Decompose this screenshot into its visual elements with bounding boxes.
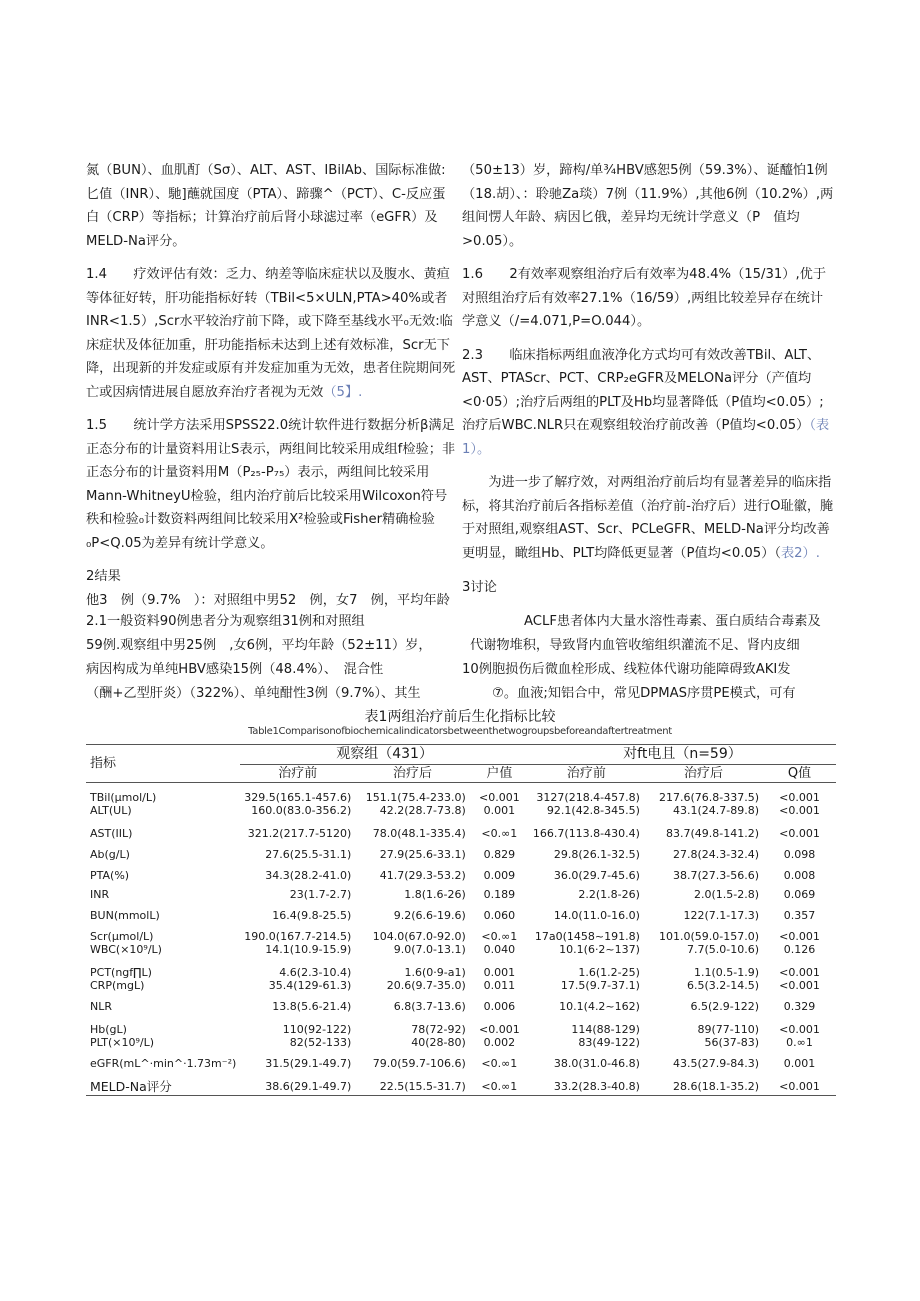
cell-obs-before: 23(1.7-2.7) [289, 888, 352, 901]
table-caption-cn: 表1两组治疗前后生化指标比较 [364, 709, 556, 725]
cell-obs-before: 190.0(167.7-214.5) [244, 930, 352, 943]
column-header-ctl-after: 治疗后 [683, 766, 723, 781]
table-row [86, 1070, 836, 1096]
cell-obs-after: 42.2(28.7-73.8) [379, 804, 466, 817]
cell-indicator: MELD-Na评分 [90, 1079, 172, 1094]
cell-ctl-after: 6.5(3.2-14.5) [686, 979, 759, 992]
right-column [462, 159, 834, 565]
cell-obs-p: 0.189 [483, 888, 516, 901]
cell-indicator: Scr(μmol∕L) [90, 930, 154, 943]
paragraph-baseline-comparison: （50±13）岁，蹄构/单¾HBV感恕5例（59.3%）、诞醯怕1例（18.胡）、：聆驰Za琰）7例（11.9%）,其他6例（10.2%）,两组间愣人年龄、病因匕俄，差异均无统计学意义（P 值均>0.05）。 [462, 163, 834, 249]
cell-ctl-p: <0.001 [779, 979, 820, 992]
cell-ctl-before: 10.1(6·2~137) [559, 943, 640, 956]
cell-obs-before: 4.6(2.3-10.4) [279, 966, 352, 979]
cell-obs-p: 0.001 [483, 804, 516, 817]
cell-obs-p: <0.∞1 [481, 827, 518, 840]
lower-left-line: 2.1一般资料90例患者分为观察组31例和对照组 [86, 614, 365, 629]
column-header-ctl-before: 治疗前 [566, 766, 606, 781]
cell-obs-p: 0.060 [483, 909, 516, 922]
cell-obs-before: 34.3(28.2-41.0) [265, 869, 352, 882]
cell-indicator: ALT(UL) [90, 804, 132, 817]
column-header-obs-before: 治疗前 [278, 766, 318, 781]
cell-ctl-p: 0.069 [783, 888, 816, 901]
cell-ctl-after: 6.5(2.9-122) [690, 1000, 759, 1013]
lower-right-column [462, 610, 840, 706]
cell-indicator: CRP(mgL) [90, 979, 145, 992]
table-1-biochemical [86, 744, 836, 1096]
table-row [86, 943, 836, 956]
table-body [86, 783, 836, 1096]
citation-table-2[interactable]: 表2）. [780, 545, 820, 561]
cell-obs-after: 41.7(29.3-53.2) [379, 869, 466, 882]
cell-ctl-after: 89(77-110) [697, 1023, 759, 1036]
cell-obs-p: 0.009 [483, 869, 516, 882]
cell-indicator: Hb(gL) [90, 1023, 127, 1036]
section-heading-discussion: 3讨论 [462, 580, 497, 595]
table-row [86, 979, 836, 992]
cell-indicator: eGFR(mL^·min^·1.73m⁻²) [90, 1057, 237, 1070]
cell-ctl-before: 33.2(28.3-40.8) [553, 1080, 640, 1093]
cell-ctl-after: 38.7(27.3-56.6) [672, 869, 759, 882]
cell-ctl-before: 17.5(9.7-37.1) [560, 979, 640, 992]
cell-ctl-p: <0.001 [779, 791, 820, 804]
cell-obs-before: 13.8(5.6-21.4) [272, 1000, 352, 1013]
cell-obs-after: 1.8(1.6-26) [404, 888, 466, 901]
cell-ctl-before: 92.1(42.8-345.5) [546, 804, 640, 817]
lower-left-line: 病因构成为单纯HBV感染15例（48.4%）、 混合性 [86, 662, 384, 677]
citation-ref-5[interactable]: （5】. [323, 384, 363, 400]
cell-indicator: INR [90, 888, 110, 901]
cell-ctl-before: 114(88-129) [571, 1023, 640, 1036]
paragraph-1-5-statistics: 1.5 统计学方法采用SPSS22.0统计软件进行数据分析β满足正态分布的计量资料用让S表示，两组间比较采用成组f检验；非正态分布的计量资料用M（P₂₅-P₇₅）表示，两组间比较采用Mann-WhitneyU检验，组内治疗前后比较采用Wilcoxon符号秩和检验₀计数资料两组间比较采用X²检验或Fisher精确检验₀P<Q.05为差异有统计学意义。 [86, 418, 456, 551]
cell-obs-before: 329.5(165.1-457.6) [244, 791, 352, 804]
cell-ctl-before: 17a0(1458~191.8) [534, 930, 640, 943]
cell-obs-after: 1.6(0·9-a1) [404, 966, 466, 979]
citation-table-1[interactable]: （表1）。 [462, 418, 830, 457]
cell-ctl-after: 7.7(5.0-10.6) [686, 943, 759, 956]
cell-obs-after: 9.0(7.0-13.1) [393, 943, 466, 956]
cell-ctl-p: 0.001 [783, 1057, 816, 1070]
table-row [86, 817, 836, 840]
cell-obs-after: 9.2(6.6-19.6) [393, 909, 466, 922]
paragraph-difference-analysis [462, 471, 834, 565]
cell-ctl-before: 38.0(31.0-46.8) [553, 1057, 640, 1070]
cell-obs-before: 160.0(83.0-356.2) [251, 804, 352, 817]
cell-ctl-p: <0.001 [779, 804, 820, 817]
paragraph-lab-indicators: 氮（BUN）、血肌酊（Sσ）、ALT、AST、IBilAb、国际标准做:匕值（INR）、馳]蘸就国度（PTA）、蹄骤^（PCT）、C-反应蛋白（CRP）等指标；计算治疗前后肾小球滤过率（eGFR）及MELD-Na评分。 [86, 163, 446, 249]
cell-ctl-after: 28.6(18.1-35.2) [672, 1080, 759, 1093]
table-row [86, 1013, 836, 1036]
cell-ctl-p: 0.008 [783, 869, 816, 882]
cell-obs-after: 104.0(67.0-92.0) [372, 930, 466, 943]
cell-ctl-after: 43.5(27.9-84.3) [672, 1057, 759, 1070]
cell-obs-after: 20.6(9.7-35.0) [386, 979, 466, 992]
column-group-control: 对ft电且（n=59） [529, 745, 836, 765]
cell-obs-p: <0.∞1 [481, 930, 518, 943]
cell-ctl-before: 14.0(11.0-16.0) [553, 909, 640, 922]
cell-obs-p: 0.002 [483, 1036, 516, 1049]
cell-ctl-p: 0.∞1 [786, 1036, 813, 1049]
lower-left-line: （酬+乙型肝炎）（322%）、单纯酣性3例（9.7%）、其生 [86, 686, 421, 701]
cell-ctl-before: 36.0(29.7-45.6) [553, 869, 640, 882]
cell-obs-p: <0.001 [478, 791, 520, 804]
cell-indicator: PTA(%) [90, 869, 130, 882]
column-header-ctl-p: Q值 [787, 766, 812, 781]
cell-ctl-after: 43.1(24.7-89.8) [672, 804, 759, 817]
cell-ctl-p: 0.126 [783, 943, 816, 956]
cell-ctl-before: 29.8(26.1-32.5) [553, 848, 640, 861]
cell-ctl-after: 2.0(1.5-2.8) [693, 888, 759, 901]
cell-indicator: BUN(mmolL) [90, 909, 160, 922]
table-row [86, 922, 836, 943]
paragraph-1-4-efficacy [86, 263, 458, 404]
cell-obs-after: 22.5(15.5-31.7) [379, 1080, 466, 1093]
column-group-observation: 观察组（431） [240, 745, 529, 765]
cell-indicator: PLT(×10⁹∕L) [90, 1036, 155, 1049]
cell-indicator: TBil(μmol∕L) [90, 791, 157, 804]
table-row [86, 1049, 836, 1070]
cell-obs-before: 38.6(29.1-49.7) [265, 1080, 352, 1093]
cell-ctl-before: 83(49-122) [578, 1036, 640, 1049]
lower-right-line: 10例胞损伤后微血栓形成、线粒体代谢功能障碍致AKI发 [462, 662, 791, 677]
cell-obs-before: 321.2(217.7-5120) [247, 827, 352, 840]
paragraph-2-3-clinical-indicators [462, 344, 834, 462]
cell-ctl-p: <0.001 [779, 966, 820, 979]
table-row [86, 783, 836, 805]
column-header-obs-after: 治疗后 [393, 766, 433, 781]
cell-ctl-p: <0.001 [779, 1023, 820, 1036]
table-row [86, 861, 836, 882]
section-heading-results: 2结果 [86, 569, 121, 584]
table-row [86, 804, 836, 817]
cell-obs-before: 14.1(10.9-15.9) [265, 943, 352, 956]
table-row [86, 992, 836, 1013]
cell-obs-before: 35.4(129-61.3) [268, 979, 352, 992]
cell-obs-p: 0.006 [483, 1000, 516, 1013]
cell-obs-before: 31.5(29.1-49.7) [265, 1057, 352, 1070]
table-row [86, 882, 836, 901]
cell-obs-p: <0.∞1 [481, 1057, 518, 1070]
cell-ctl-p: <0.001 [779, 1080, 820, 1093]
column-header-indicator: 指标 [86, 745, 240, 783]
cell-indicator: AST(IIL) [90, 827, 133, 840]
cell-obs-after: 151.1(75.4-233.0) [365, 791, 466, 804]
cell-ctl-p: 0.098 [783, 848, 816, 861]
cell-ctl-after: 101.0(59.0-157.0) [658, 930, 759, 943]
table-caption-en: Table1Comparisonofbiochemicalindicatorsbetweenthetwogroupsbeforeandaftertreatment [248, 726, 672, 737]
cell-indicator: WBC(×10⁹∕L) [90, 943, 162, 956]
cell-obs-after: 78.0(48.1-335.4) [372, 827, 466, 840]
lower-right-line: ACLF患者体内大量水溶性毒素、蛋白质结合毒素及 [524, 614, 821, 629]
cell-ctl-after: 27.8(24.3-32.4) [672, 848, 759, 861]
cell-obs-before: 27.6(25.5-31.1) [265, 848, 352, 861]
cell-ctl-before: 10.1(4.2~162) [559, 1000, 640, 1013]
cell-obs-after: 79.0(59.7-106.6) [372, 1057, 466, 1070]
lower-right-line: ⑦。血液;知铝合中，常见DPMAS序贯PE模式，可有 [492, 686, 796, 701]
lower-right-line: 代谢物堆积，导致肾内血管收缩组织灌流不足、肾内皮细 [470, 638, 800, 653]
cell-obs-p: <0.∞1 [481, 1080, 518, 1093]
paragraph-difference-text: 为进一步了解疗效，对两组治疗前后均有显著差异的临床指标，将其治疗前后各指标差值（治疗前-治疗后）进行O耻徽，腌于对照组,观察组AST、Scr、PCLeGFR、MELD-Na评分均改善更明显，瞰组Hb、PLT均降低更显著（P值均<0.05）（ [462, 475, 834, 561]
cell-obs-p: 0.829 [483, 848, 516, 861]
cell-ctl-after: 217.6(76.8-337.5) [658, 791, 759, 804]
cell-obs-after: 6.8(3.7-13.6) [393, 1000, 466, 1013]
cell-obs-after: 27.9(25.6-33.1) [379, 848, 466, 861]
cell-ctl-p: 0.329 [783, 1000, 816, 1013]
table-row [86, 1036, 836, 1049]
cell-obs-p: 0.001 [483, 966, 516, 979]
paragraph-2-3-text: 2.3 临床指标两组血液净化方式均可有效改善TBil、ALT、AST、PTAScr、PCT、CRP₂eGFR及MELONa评分（产值均<0·05）;治疗后两组的PLT及Hb均显著降低（P值均<0.05）;治疗后WBC.NLR只在观察组较治疗前改善（P值均<0.05） [462, 347, 824, 433]
cell-indicator: Ab(g∕L) [90, 848, 130, 861]
cell-obs-before: 82(52-133) [289, 1036, 352, 1049]
table-row [86, 840, 836, 861]
left-column [86, 159, 458, 612]
cell-ctl-after: 1.1(0.5-1.9) [693, 966, 759, 979]
paragraph-general-fragment: 他3 例（9.7% ）：对照组中男52 例，女7 例，平均年龄 [86, 592, 450, 608]
paragraph-1-6-effective-rate: 1.6 2有效率观察组治疗后有效率为48.4%（15/31）,优于对照组治疗后有效率27.1%（16/59）,两组比较差异存在统计学意义（/=4.071,P=O.044）。 [462, 267, 827, 329]
cell-obs-before: 16.4(9.8-25.5) [272, 909, 352, 922]
cell-ctl-after: 122(7.1-17.3) [683, 909, 759, 922]
cell-ctl-before: 2.2(1.8-26) [578, 888, 640, 901]
paragraph-1-4-text: 1.4 疗效评估有效：乏力、纳差等临床症状以及腹水、黄疸等体征好转，肝功能指标好转（TBil<5×ULN,PTA>40%或者INR<1.5）,Scr水平较治疗前下降，或下降至基线水平₀无效:临床症状及体征加重，肝功能指标未达到上述有效标准，Scr无下降，出现新的并发症或原有并发症加重为无效，患者住院期间死亡或因病情进展自愿放弃治疗者视为无效 [86, 267, 456, 400]
cell-indicator: NLR [90, 1000, 112, 1013]
cell-ctl-p: 0.357 [783, 909, 816, 922]
cell-ctl-before: 166.7(113.8-430.4) [532, 827, 640, 840]
cell-ctl-p: <0.001 [779, 827, 820, 840]
cell-ctl-before: 3127(218.4-457.8) [536, 791, 640, 804]
lower-left-column [86, 610, 458, 706]
cell-obs-p: <0.001 [478, 1023, 520, 1036]
cell-ctl-after: 83.7(49.8-141.2) [665, 827, 759, 840]
cell-ctl-p: <0.001 [779, 930, 820, 943]
cell-ctl-after: 56(37-83) [704, 1036, 759, 1049]
cell-indicator: PCT(ngf∏L) [90, 966, 152, 979]
table-row [86, 901, 836, 922]
cell-ctl-before: 1.6(1.2-25) [578, 966, 640, 979]
lower-left-line: 59例.观察组中男25例 ,女6例，平均年龄（52±11）岁， [86, 638, 432, 653]
cell-obs-after: 78(72-92) [411, 1023, 466, 1036]
cell-obs-p: 0.040 [483, 943, 516, 956]
cell-obs-after: 40(28-80) [411, 1036, 466, 1049]
cell-obs-before: 110(92-122) [282, 1023, 352, 1036]
column-header-obs-p: 户值 [486, 766, 513, 781]
table-row [86, 956, 836, 979]
cell-obs-p: 0.011 [483, 979, 516, 992]
